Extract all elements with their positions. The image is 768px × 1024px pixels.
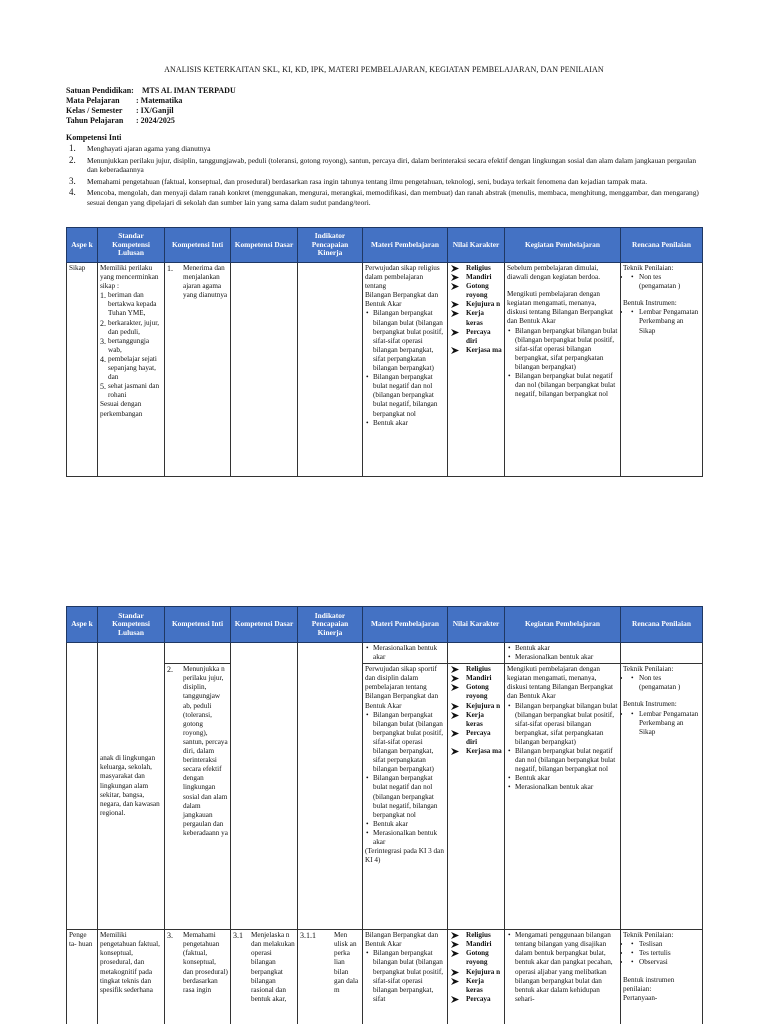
satuan-label: Satuan Pendidikan: xyxy=(66,86,134,95)
penilaian-bentuk-label: Bentuk Instrumen: xyxy=(623,299,677,308)
ki-list xyxy=(66,144,702,210)
nilai-item xyxy=(450,949,502,967)
kegiatan-item: • Mengamati penggunaan bilangan tentang bilangan yang disajikan dalam bentuk berpangkat bulat, bentuk akar dan pangkat pecahan, operasi aljabar yang melibatkan bilangan berpangkat bulat dan bentuk akar dalam kehidupan sehari- xyxy=(507,931,618,1004)
ki-item-text: Mencoba, mengolah, dan menyaji dalam ranah konkret (menggunakan, mengurai, merangkai, memodifikasi, dan membuat) dan ranah abstrak (menulis, membaca, menghitung, menggambar, dan mengarang) sesuai dengan yang dipelajari di sekolah dan sumber lain yang sama dalam sudut pandang/teori. xyxy=(87,188,699,207)
nilai-text: Religius xyxy=(466,931,491,940)
cell-nilai xyxy=(448,664,505,930)
ki-item-number: 4. xyxy=(69,187,76,198)
cell-skl: Memiliki pengetahuan faktual, konseptual, prosedural, dan metakognitif pada tingkat teknis dan spesifik sederhana xyxy=(98,930,165,1024)
kegiatan-item: • Merasionalkan bentuk akar xyxy=(507,783,618,792)
materi-topic: Bilangan Berpangkat dan Bentuk Akar xyxy=(365,291,439,309)
nilai-text: Mandiri xyxy=(466,273,492,282)
penilaian-teknik-item: • • Observasi xyxy=(631,958,700,967)
arrow-bullet-icon xyxy=(450,300,466,309)
kegiatan-item: • Bilangan berpangkat bilangan bulat (bilangan berpangkat bulat positif, sifat-sifat operasi bilangan berpangkat, sifat perpangkatan bilangan berpangkat) xyxy=(507,702,618,747)
header-ki: Kompetensi Inti xyxy=(165,607,231,643)
penilaian-bentuk-list xyxy=(623,308,700,335)
cell-ki xyxy=(165,664,231,930)
materi-item: • Merasionalkan bentuk akar xyxy=(365,829,445,847)
nilai-text: Percaya diri xyxy=(466,327,491,345)
cell-kd xyxy=(231,643,298,930)
skl-text: anak di lingkungan keluarga, sekolah, masyarakat dan lingkungan alam sekitar, bangsa, negara, dan kawasan regional. xyxy=(100,754,160,817)
table-row xyxy=(67,263,703,477)
ki-item-number: 2. xyxy=(69,154,76,165)
header-aspek: Aspe k xyxy=(67,607,98,643)
nilai-text: Religius xyxy=(466,264,491,272)
materi-item: • Bilangan berpangkat bilangan bulat (bilangan berpangkat bulat positif, sifat-sifat operasi bilangan berpangkat, sifat perpangkatan bilangan berpangkat) xyxy=(365,711,445,775)
nilai-text: Percaya xyxy=(466,994,491,1003)
ipk-cell-item: 3.1.1 Men ulisk an perka lian bilan gan dala m xyxy=(300,931,359,994)
cell-skl xyxy=(98,263,165,477)
penilaian-bentuk-item: • • Lembar Pengamatan Perkembang an Sikap xyxy=(631,710,700,737)
ki-item-number: 1. xyxy=(69,143,76,153)
nilai-text: Gotong royong xyxy=(466,949,489,967)
analysis-table-2 xyxy=(66,606,703,1024)
header-kegiatan: Kegiatan Pembelajaran xyxy=(505,228,621,263)
ki-item xyxy=(66,177,702,187)
arrow-bullet-icon xyxy=(450,995,466,1004)
ki-item-text: Memahami pengetahuan (faktual, konseptual, dan prosedural) berdasarkan rasa ingin tahunya tentang ilmu pengetahuan, teknologi, seni, budaya terkait fenomena dan kejadian tampak mata. xyxy=(87,176,648,186)
penilaian-bentuk-extra: Pertanyaan- xyxy=(623,993,658,1002)
header-kd: Kompetensi Dasar xyxy=(231,228,298,263)
nilai-item xyxy=(450,328,502,346)
penilaian-bentuk-label: Bentuk Instrumen: xyxy=(623,700,677,709)
arrow-bullet-icon xyxy=(450,674,466,683)
arrow-bullet-icon xyxy=(450,747,466,756)
arrow-bullet-icon xyxy=(450,346,466,355)
satuan-value: MTS AL IMAN TERPADU xyxy=(142,86,236,95)
arrow-bullet-icon xyxy=(450,931,466,940)
nilai-text: Kerja keras xyxy=(466,710,484,728)
tahun-label: Tahun Pelajaran xyxy=(66,116,124,125)
materi-list xyxy=(365,711,445,847)
cell-penilaian xyxy=(621,664,703,930)
nilai-item xyxy=(450,729,502,747)
arrow-bullet-icon xyxy=(450,273,466,282)
materi-item: • Bilangan berpangkat bulat negatif dan nol (bilangan berpangkat bulat negatif, bilangan berpangkat nol xyxy=(365,373,445,418)
penilaian-teknik-label: Teknik Penilaian: xyxy=(623,264,674,272)
header-penilaian: Rencana Penilaian xyxy=(621,228,703,263)
cell-kegiatan xyxy=(505,263,621,477)
nilai-list xyxy=(450,665,502,756)
header-kd: Kompetensi Dasar xyxy=(231,607,298,643)
ki-section-title: Kompetensi Inti xyxy=(66,133,122,142)
ki-item-text: Menunjukkan perilaku jujur, disiplin, tanggungjawab, peduli (toleransi, gotong royong), santun, percaya diri, dalam berinteraksi secara efektif dengan lingkungan sosial dan alam dalam jangkauan pergaulan dan keberadaannya xyxy=(87,155,697,175)
arrow-bullet-icon xyxy=(450,968,466,977)
header-materi: Materi Pembelajaran xyxy=(363,607,448,643)
cell-ki-carry xyxy=(165,643,231,664)
table-header-row xyxy=(67,607,703,643)
materi-item: • Bentuk akar xyxy=(365,419,445,428)
penilaian-teknik-item: • • Teslisan xyxy=(631,940,700,949)
penilaian-bentuk-item: • • Lembar Pengamatan Perkembang an Sikap xyxy=(631,308,700,335)
cell-ipk xyxy=(298,930,363,1024)
nilai-text: Religius xyxy=(466,665,491,674)
kegiatan-item: • Bilangan berpangkat bilangan bulat (bilangan berpangkat bulat positif, sifat-sifat operasi bilangan berpangkat, sifat perpangkatan bilangan berpangkat) xyxy=(507,327,618,372)
ki-cell-item: 2. Menunjukka n perilaku jujur, disiplin, tanggungjaw ab, peduli (toleransi, gotong royong), santun, percaya diri, dalam berinteraksi secara efektif dengan lingkungan sosial dan alam dalam jangkauan pergaulan dan keberadaann ya xyxy=(167,665,228,837)
materi-item: • Bilangan berpangkat bilangan bulat (bilangan berpangkat bulat positif, sifat-sifat operasi bilangan berpangkat, sifat xyxy=(365,949,445,1004)
cell-ipk xyxy=(298,643,363,930)
cell-ipk xyxy=(298,263,363,477)
nilai-item xyxy=(450,264,502,273)
header-ipk: Indikator Pencapaian Kinerja xyxy=(298,228,363,263)
cell-skl xyxy=(98,643,165,930)
skl-item: 4. pembelajar sejati sepanjang hayat, dan xyxy=(100,354,157,382)
cell-materi xyxy=(363,664,448,930)
kegiatan-item: • Bentuk akar xyxy=(507,644,618,653)
nilai-text: Gotong royong xyxy=(466,683,489,701)
nilai-item xyxy=(450,702,502,711)
materi-list xyxy=(365,309,445,427)
arrow-bullet-icon xyxy=(450,702,466,711)
analysis-table-1 xyxy=(66,227,703,477)
penilaian-teknik-item: • • Non tes (pengamatan ) xyxy=(631,273,700,291)
nilai-list xyxy=(450,931,502,1004)
nilai-text: Percaya diri xyxy=(466,728,491,746)
cell-nilai xyxy=(448,263,505,477)
materi-topic: Bilangan Berpangkat dan Bentuk Akar xyxy=(365,931,439,949)
materi-intro: Perwujudan sikap sportif dan disiplin dalam pembelajaran tentang xyxy=(365,665,437,692)
nilai-item xyxy=(450,273,502,282)
arrow-bullet-icon xyxy=(450,328,466,346)
cell-penilaian-carry xyxy=(621,643,703,664)
nilai-item xyxy=(450,931,502,940)
nilai-item xyxy=(450,747,502,756)
mapel-value: : Matematika xyxy=(136,96,183,105)
nilai-text: Kerja keras xyxy=(466,309,484,327)
header-ki: Kompetensi Inti xyxy=(165,228,231,263)
kegiatan-item: • Bilangan berpangkat bulat negatif dan nol (bilangan berpangkat bulat negatif, bilangan berpangkat nol xyxy=(507,747,618,774)
ki-item xyxy=(66,144,702,154)
header-kegiatan: Kegiatan Pembelajaran xyxy=(505,607,621,643)
cell-penilaian xyxy=(621,263,703,477)
kegiatan-list xyxy=(507,931,618,1004)
penilaian-bentuk-list xyxy=(623,710,700,737)
cell-aspek: Sikap xyxy=(67,263,98,477)
cell-materi xyxy=(363,930,448,1024)
ki-item xyxy=(66,188,702,207)
table-row xyxy=(67,930,703,1024)
cell-ki xyxy=(165,930,231,1024)
cell-kd xyxy=(231,263,298,477)
penilaian-teknik-label: Teknik Penilaian: xyxy=(623,665,674,674)
arrow-bullet-icon xyxy=(450,264,466,273)
penilaian-teknik-list xyxy=(623,674,700,692)
header-skl: Standar Kompetensi Lulusan xyxy=(98,607,165,643)
nilai-text: Mandiri xyxy=(466,940,492,949)
arrow-bullet-icon xyxy=(450,309,466,327)
nilai-item xyxy=(450,977,502,995)
document-title: ANALISIS KETERKAITAN SKL, KI, KD, IPK, MATERI PEMBELAJARAN, KEGIATAN PEMBELAJARAN, DAN PENILAIAN xyxy=(164,65,604,74)
nilai-text: Kejujura n xyxy=(466,967,501,976)
header-penilaian: Rencana Penilaian xyxy=(621,607,703,643)
table-row-carryover xyxy=(67,643,703,664)
cell-kegiatan xyxy=(505,664,621,930)
penilaian-teknik-list xyxy=(623,940,700,967)
nilai-item xyxy=(450,346,502,355)
arrow-bullet-icon xyxy=(450,729,466,747)
mapel-label: Mata Pelajaran xyxy=(66,96,120,105)
materi-list xyxy=(365,949,445,1004)
skl-item: 3. bertanggungja wab, xyxy=(100,336,150,354)
kegiatan-item: • Merasionalkan bentuk akar xyxy=(507,653,618,662)
kelas-value: : IX/Ganjil xyxy=(136,106,174,115)
skl-outro: Sesuai dengan perkembangan xyxy=(100,400,143,418)
kegiatan-list xyxy=(507,327,618,400)
penilaian-teknik-list xyxy=(623,273,700,291)
skl-intro: Memiliki perilaku yang mencerminkan sikap : xyxy=(100,264,159,291)
ki-cell-item: 3. Memahami pengetahuan (faktual, konseptual, dan prosedural) berdasarkan rasa ingin xyxy=(167,931,228,994)
kegiatan-item: • Bentuk akar xyxy=(507,774,618,783)
nilai-item xyxy=(450,968,502,977)
cell-aspek xyxy=(67,643,98,930)
materi-topic: Bilangan Berpangkat dan Bentuk Akar xyxy=(365,692,439,710)
ki-item-number: 3. xyxy=(69,175,76,186)
penilaian-bentuk-label: Bentuk instrumen penilaian: xyxy=(623,975,675,993)
materi-item: • Bilangan berpangkat bilangan bulat (bilangan berpangkat bulat positif, sifat-sifat operasi bilangan berpangkat, sifat perpangkatan bilangan berpangkat) xyxy=(365,309,445,373)
cell-nilai xyxy=(448,930,505,1024)
arrow-bullet-icon xyxy=(450,977,466,995)
skl-item: 1. beriman dan bertakwa kepada Tuhan YME, xyxy=(100,291,157,318)
nilai-item xyxy=(450,309,502,327)
arrow-bullet-icon xyxy=(450,940,466,949)
cell-kegiatan-carry xyxy=(505,643,621,664)
nilai-item xyxy=(450,665,502,674)
nilai-text: Kerjasa ma xyxy=(466,747,502,756)
nilai-text: Kerjasa ma xyxy=(466,345,502,354)
nilai-text: Kejujura n xyxy=(466,701,501,710)
materi-item: • Merasionalkan bentuk akar xyxy=(365,644,445,662)
ki-cell-item: 1. Menerima dan menjalankan ajaran agama yang dianutnya xyxy=(167,264,228,300)
penilaian-teknik-label: Teknik Penilaian: xyxy=(623,931,674,940)
ki-item xyxy=(66,156,702,175)
materi-outro: (Terintegrasi pada KI 3 dan KI 4) xyxy=(365,847,444,865)
kegiatan-intro: Sebelum pembelajaran dimulai, diawali dengan kegiatan berdoa. xyxy=(507,264,600,282)
arrow-bullet-icon xyxy=(450,665,466,674)
nilai-text: Kejujura n xyxy=(466,300,501,309)
kegiatan-item: • Bilangan berpangkat bulat negatif dan nol (bilangan berpangkat bulat negatif, bilangan berpangkat nol xyxy=(507,372,618,399)
nilai-text: Gotong royong xyxy=(466,282,489,300)
cell-nilai-carry xyxy=(448,643,505,664)
arrow-bullet-icon xyxy=(450,949,466,967)
kegiatan-main: Mengikuti pembelajaran dengan kegiatan mengamati, menanya, diskusi tentang Bilangan Berpangkat dan Bentuk Akar xyxy=(507,290,613,326)
header-nilai: Nilai Karakter xyxy=(448,228,505,263)
penilaian-teknik-item: • • Non tes (pengamatan ) xyxy=(631,674,700,692)
skl-item: 2. berkarakter, jujur, dan peduli, xyxy=(100,318,160,336)
materi-item: • Bentuk akar xyxy=(365,820,445,829)
cell-penilaian xyxy=(621,930,703,1024)
materi-intro: Perwujudan sikap religius dalam pembelajaran tentang xyxy=(365,264,440,291)
document-meta xyxy=(66,86,236,126)
kelas-label: Kelas / Semester xyxy=(66,106,123,115)
header-ipk: Indikator Pencapaian Kinerja xyxy=(298,607,363,643)
penilaian-teknik-item: • • Tes tertulis xyxy=(631,949,700,958)
nilai-text: Kerja keras xyxy=(466,976,484,994)
nilai-item xyxy=(450,282,502,300)
header-nilai: Nilai Karakter xyxy=(448,607,505,643)
arrow-bullet-icon xyxy=(450,282,466,300)
nilai-item xyxy=(450,683,502,701)
cell-materi-carry xyxy=(363,643,448,664)
arrow-bullet-icon xyxy=(450,711,466,729)
tahun-value: : 2024/2025 xyxy=(136,116,175,125)
cell-kd xyxy=(231,930,298,1024)
nilai-item xyxy=(450,300,502,309)
cell-kegiatan xyxy=(505,930,621,1024)
header-aspek: Aspe k xyxy=(67,228,98,263)
kegiatan-main: Mengikuti pembelajaran dengan kegiatan mengamati, menanya, diskusi tentang Bilangan Berpangkat dan Bentuk Akar xyxy=(507,665,613,701)
header-skl: Standar Kompetensi Lulusan xyxy=(98,228,165,263)
cell-aspek: Penge ta- huan xyxy=(67,930,98,1024)
cell-ki xyxy=(165,263,231,477)
arrow-bullet-icon xyxy=(450,683,466,701)
kegiatan-list xyxy=(507,702,618,793)
skl-list xyxy=(100,291,162,400)
nilai-item xyxy=(450,940,502,949)
nilai-item xyxy=(450,995,502,1004)
header-materi: Materi Pembelajaran xyxy=(363,228,448,263)
skl-item: 5. sehat jasmani dan rohani xyxy=(100,382,160,400)
kd-cell-item: 3.1 Menjelaska n dan melakukan operasi bilangan berpangkat bilangan rasional dan bentuk akar, xyxy=(233,931,295,1003)
ki-item-text: Menghayati ajaran agama yang dianutnya xyxy=(87,144,211,153)
nilai-text: Mandiri xyxy=(466,674,492,683)
cell-materi xyxy=(363,263,448,477)
materi-item: • Bilangan berpangkat bulat negatif dan nol (bilangan berpangkat bulat negatif, bilangan berpangkat nol xyxy=(365,774,445,819)
nilai-item xyxy=(450,711,502,729)
table-header-row xyxy=(67,228,703,263)
nilai-item xyxy=(450,674,502,683)
nilai-list xyxy=(450,264,502,355)
